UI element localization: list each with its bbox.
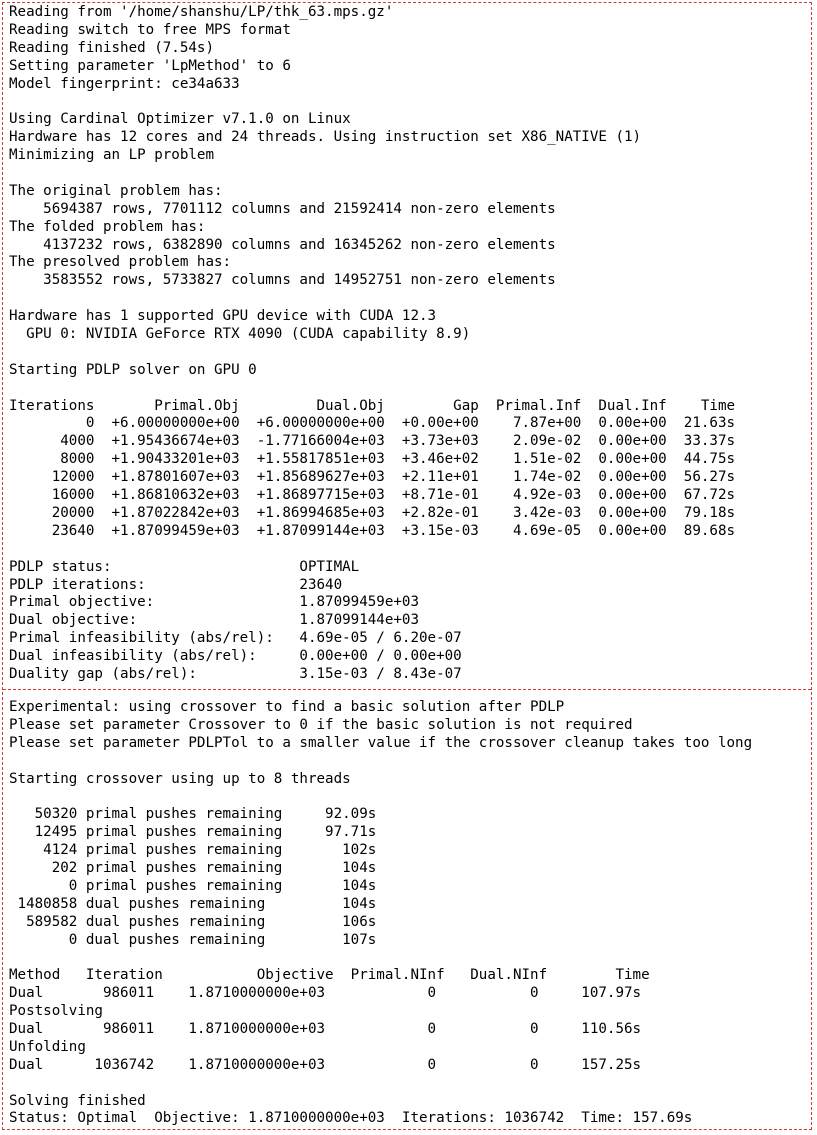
log-line: Unfolding xyxy=(9,1038,86,1055)
log-line: Using Cardinal Optimizer v7.1.0 on Linux xyxy=(9,111,351,128)
log-line: 589582 dual pushes remaining 106s xyxy=(9,913,377,930)
log-line: Dual infeasibility (abs/rel): 0.00e+00 / 0.00e+00 xyxy=(9,648,462,665)
log-line: 16000 +1.86810632e+03 +1.86897715e+03 +8.71e-01 4.92e-03 0.00e+00 67.72s xyxy=(9,487,736,504)
log-line: 4000 +1.95436674e+03 -1.77166004e+03 +3.73e+03 2.09e-02 0.00e+00 33.37s xyxy=(9,433,736,450)
log-line: Hardware has 12 cores and 24 threads. Using instruction set X86_NATIVE (1) xyxy=(9,129,642,146)
log-line: Status: Optimal Objective: 1.8710000000e+03 Iterations: 1036742 Time: 157.69s xyxy=(9,1110,693,1127)
log-line: Starting PDLP solver on GPU 0 xyxy=(9,361,257,378)
log-line: Postsolving xyxy=(9,1003,103,1020)
log-line: Dual 986011 1.8710000000e+03 0 0 110.56s xyxy=(9,1021,642,1038)
log-line: The presolved problem has: xyxy=(9,254,232,271)
pdlp-solver-log-panel xyxy=(3,3,811,689)
log-line xyxy=(9,949,811,967)
log-line: Experimental: using crossover to find a basic solution after PDLP xyxy=(9,699,565,715)
log-line: PDLP iterations: 23640 xyxy=(9,576,343,593)
log-line: Setting parameter 'LpMethod' to 6 xyxy=(9,57,291,74)
log-line xyxy=(9,93,811,111)
log-line: 3583552 rows, 5733827 columns and 14952751 non-zero elements xyxy=(9,272,556,289)
log-line xyxy=(9,1075,811,1093)
log-line: PDLP status: OPTIMAL xyxy=(9,558,360,575)
terminal-output xyxy=(2,2,812,1130)
log-line: 4137232 rows, 6382890 columns and 16345262 non-zero elements xyxy=(9,236,556,253)
log-line: Method Iteration Objective Primal.NInf Dual.NInf Time xyxy=(9,967,650,984)
log-line: 12495 primal pushes remaining 97.71s xyxy=(9,824,377,841)
log-line: Minimizing an LP problem xyxy=(9,147,214,164)
log-line: Model fingerprint: ce34a633 xyxy=(9,75,240,92)
log-line: 20000 +1.87022842e+03 +1.86994685e+03 +2.82e-01 3.42e-03 0.00e+00 79.18s xyxy=(9,504,736,521)
log-line: Dual 986011 1.8710000000e+03 0 0 107.97s xyxy=(9,985,642,1002)
log-line: Please set parameter Crossover to 0 if the basic solution is not required xyxy=(9,716,633,733)
log-line xyxy=(9,165,811,183)
log-line: 0 +6.00000000e+00 +6.00000000e+00 +0.00e+00 7.87e+00 0.00e+00 21.63s xyxy=(9,415,736,432)
log-line: 1480858 dual pushes remaining 104s xyxy=(9,895,377,912)
log-line: Primal infeasibility (abs/rel): 4.69e-05 / 6.20e-07 xyxy=(9,630,462,647)
log-line: 50320 primal pushes remaining 92.09s xyxy=(9,806,377,823)
log-line: Solving finished xyxy=(9,1092,146,1109)
log-line xyxy=(9,380,811,398)
log-line xyxy=(9,788,811,806)
log-line: 23640 +1.87099459e+03 +1.87099144e+03 +3.15e-03 4.69e-05 0.00e+00 89.68s xyxy=(9,522,736,539)
log-line xyxy=(9,753,811,771)
crossover-log-text xyxy=(3,690,811,1128)
log-line: Dual objective: 1.87099144e+03 xyxy=(9,612,419,629)
log-line: 202 primal pushes remaining 104s xyxy=(9,860,377,877)
log-line: The folded problem has: xyxy=(9,218,206,235)
log-line: Dual 1036742 1.8710000000e+03 0 0 157.25s xyxy=(9,1056,642,1073)
log-line: Primal objective: 1.87099459e+03 xyxy=(9,594,419,611)
log-line xyxy=(9,541,811,559)
log-line: 4124 primal pushes remaining 102s xyxy=(9,842,377,859)
log-line xyxy=(9,290,811,308)
log-line: Duality gap (abs/rel): 3.15e-03 / 8.43e-07 xyxy=(9,665,462,682)
log-line: Starting crossover using up to 8 threads xyxy=(9,770,351,787)
log-line: Reading switch to free MPS format xyxy=(9,21,291,38)
crossover-log-panel xyxy=(3,689,811,1129)
log-line: 0 dual pushes remaining 107s xyxy=(9,931,377,948)
log-line: Iterations Primal.Obj Dual.Obj Gap Primal.Inf Dual.Inf Time xyxy=(9,397,736,414)
log-line: 5694387 rows, 7701112 columns and 21592414 non-zero elements xyxy=(9,200,556,217)
log-line: Reading finished (7.54s) xyxy=(9,39,214,56)
log-line: The original problem has: xyxy=(9,182,223,199)
log-line: Please set parameter PDLPTol to a smaller value if the crossover cleanup takes too long xyxy=(9,734,753,751)
log-line: 0 primal pushes remaining 104s xyxy=(9,877,377,894)
pdlp-log-text xyxy=(3,3,811,684)
log-line xyxy=(9,344,811,362)
log-line: 8000 +1.90433201e+03 +1.55817851e+03 +3.46e+02 1.51e-02 0.00e+00 44.75s xyxy=(9,451,736,468)
log-line: Reading from '/home/shanshu/LP/thk_63.mps.gz' xyxy=(9,4,394,20)
log-line: Hardware has 1 supported GPU device with CUDA 12.3 xyxy=(9,308,437,325)
log-line: 12000 +1.87801607e+03 +1.85689627e+03 +2.11e+01 1.74e-02 0.00e+00 56.27s xyxy=(9,469,736,486)
log-line: GPU 0: NVIDIA GeForce RTX 4090 (CUDA capability 8.9) xyxy=(9,326,471,343)
